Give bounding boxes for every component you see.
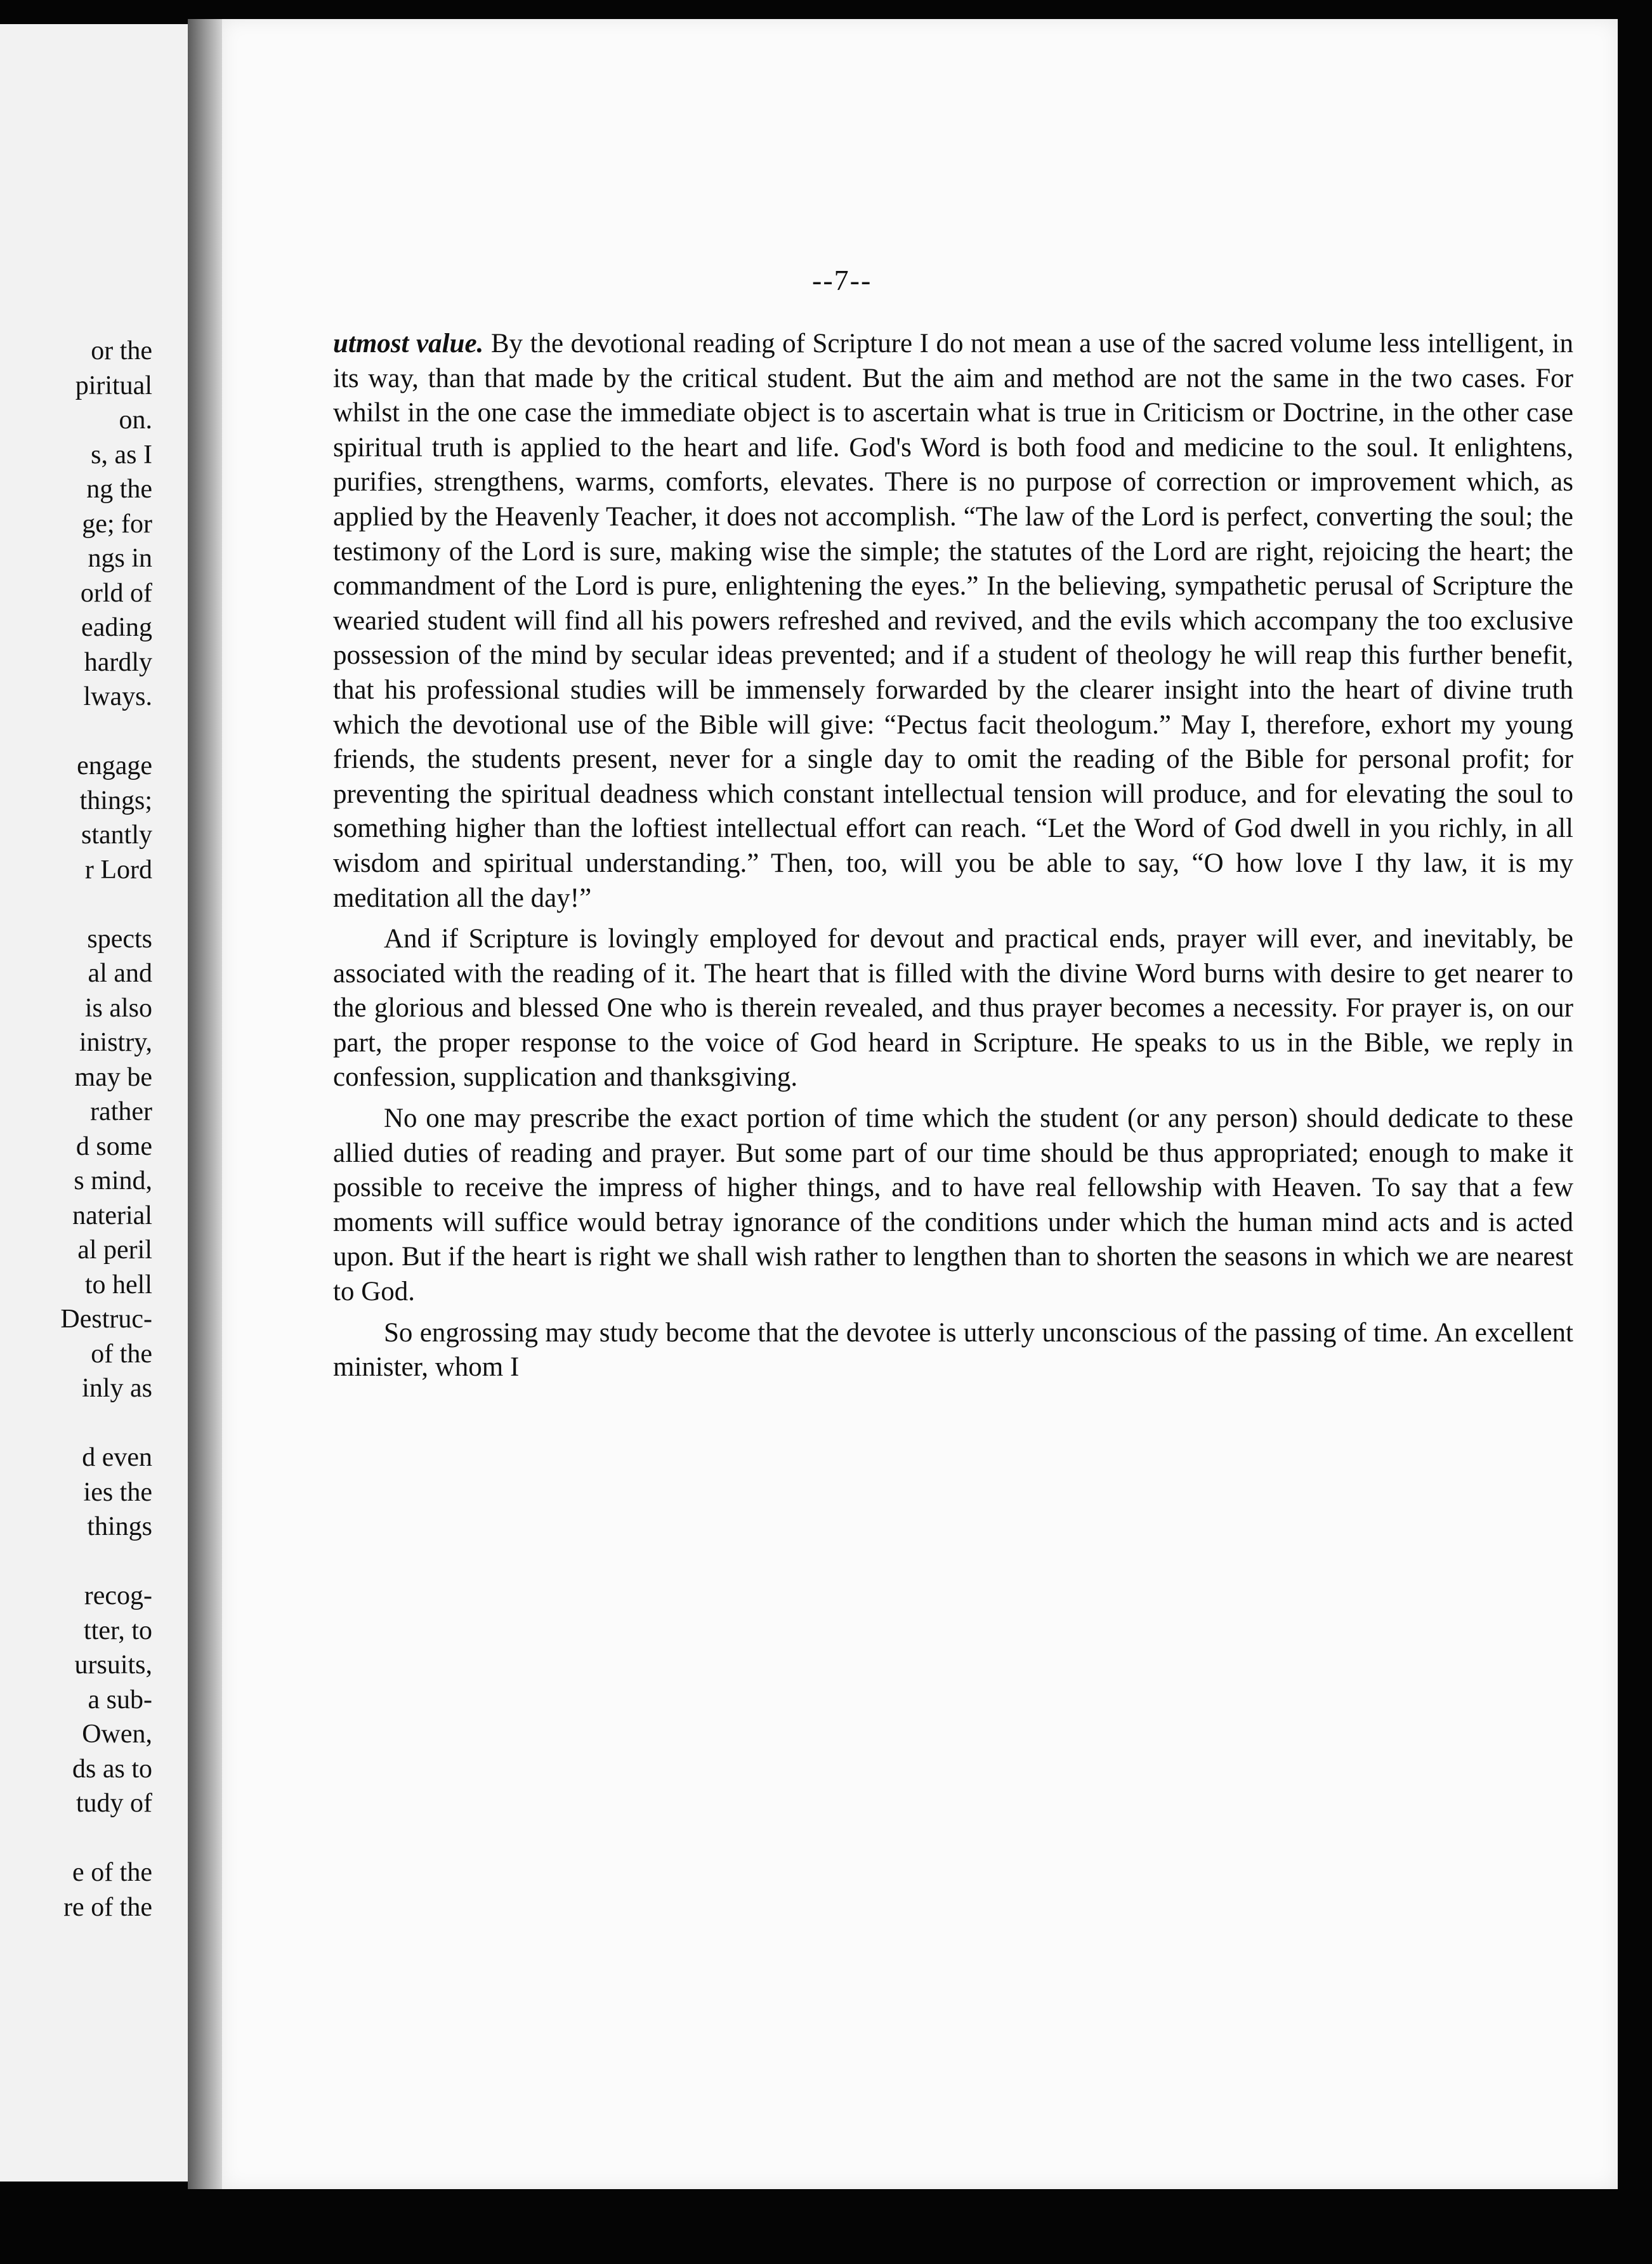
- paragraph-2: And if Scripture is lovingly employed for devout and practical ends, prayer will ever, and inevitably, be associated with the reading of it. The heart that is filled with the divine Word burns with desire to get nearer to the glorious and blessed One who is therein revealed, and thus prayer becomes a necessity. For prayer is, on our part, the proper response to the voice of God heard in Scripture. He speaks to us in the Bible, we reply in confession, supplication and thanksgiving.: [333, 924, 1573, 1093]
- left-page-line: ng the: [86, 475, 152, 504]
- left-page-line: [0, 887, 152, 922]
- left-page-line: things: [87, 1512, 152, 1541]
- body-text: [333, 327, 1573, 1385]
- left-page-line: may be: [74, 1062, 152, 1092]
- left-page-line: inistry,: [79, 1028, 152, 1057]
- page-number: --7--: [812, 264, 872, 296]
- left-page-line: s mind,: [74, 1166, 152, 1195]
- left-page-line: ngs in: [88, 544, 152, 573]
- paragraph-3: No one may prescribe the exact portion of time which the student (or any person) should dedicate to these allied duties of reading and prayer. But some part of our time should be thus appropriated; enough to make it possible to receive the impress of higher things, and to have real fellowship with Heaven. To say that a few moments will suffice would betray ignorance of the conditions under which the human mind acts and is acted upon. But if the heart is right we shall wish rather to lengthen than to shorten the seasons in which we are nearest to God.: [333, 1103, 1573, 1307]
- left-page-line: d even: [82, 1443, 152, 1472]
- left-page-line: orld of: [80, 578, 152, 608]
- paragraph-lead: utmost value.: [333, 329, 484, 359]
- left-page-line: al peril: [77, 1235, 152, 1265]
- left-page-line: spects: [87, 924, 152, 954]
- paragraph-text: By the devotional reading of Scripture I do not mean a use of the sacred volume less intelligent, in its way, than that made by the critical student. But the aim and method are not the same in the two cases. For whilst in the one case the immediate object is to ascertain what is true in Criticism or Doctrine, in the other case spiritual truth is applied to the heart and life. God's Word is both food and medicine to the soul. It enlightens, purifies, strengthens, warms, comforts, elevates. There is no purpose of correction or improvement which, as applied by the Heavenly Teacher, it does not accomplish. “The law of the Lord is perfect, converting the soul; the testimony of the Lord is sure, making wise the simple; the statutes of the Lord are right, rejoicing the heart; the commandment of the Lord is pure, enlightening the eyes.” In the believing, sympathetic perusal of Scripture the wearied student will find all his powers refreshed and revived, and the evils which accompany the too exclusive possession of the mind by secular ideas prevented; and if a student of theology he will reap this further benefit, that his professional studies will be immensely forwarded by the clearer insight into the heart of divine truth which the devotional use of the Bible will give: “Pectus facit theologum.” May I, therefore, exhort my young friends, the students present, never for a single day to omit the reading of the Bible for personal profit; for preventing the spiritual deadness which constant intellectual tension will produce, and for elevating the soul to something higher than the loftiest intellectual effort can reach. “Let the Word of God dwell in you richly, in all wisdom and spiritual understanding.” Then, too, will you be able to say, “O how love I thy law, it is my meditation all the day!”: [333, 329, 1573, 913]
- left-page-line: s, as I: [91, 440, 152, 470]
- left-page-line: hardly: [84, 647, 152, 677]
- left-page-line: inly as: [82, 1374, 152, 1403]
- left-page-line: to hell: [84, 1270, 152, 1300]
- left-page-line: recog-: [84, 1581, 152, 1610]
- left-page-line: e of the: [72, 1858, 152, 1887]
- left-facing-page: [0, 24, 197, 2182]
- left-page-line: Owen,: [82, 1720, 152, 1749]
- left-page-line: tter, to: [84, 1616, 152, 1645]
- left-page-line: ies the: [83, 1477, 152, 1507]
- left-page-line: [0, 1821, 152, 1856]
- left-page-line: ds as to: [72, 1754, 152, 1784]
- left-page-line: eading: [81, 613, 152, 642]
- left-page-line: lways.: [83, 682, 152, 711]
- left-page-line: or the: [91, 336, 152, 365]
- left-page-line: al and: [88, 959, 152, 988]
- left-page-line: things;: [79, 786, 152, 815]
- left-page-line: engage: [77, 751, 152, 780]
- left-page-line: rather: [90, 1097, 152, 1126]
- left-page-line: [0, 714, 152, 749]
- left-page-line: stantly: [81, 820, 152, 850]
- paragraph-4: So engrossing may study become that the devotee is utterly unconscious of the passing of time. An excellent minister, whom I: [333, 1317, 1573, 1383]
- left-page-line: Destruc-: [60, 1305, 152, 1334]
- left-page-line: piritual: [75, 371, 152, 400]
- left-page-line: on.: [119, 405, 152, 435]
- left-page-text-fragments: [0, 334, 152, 1925]
- left-page-line: r Lord: [84, 855, 152, 885]
- left-page-line: tudy of: [75, 1789, 152, 1818]
- left-page-line: a sub-: [88, 1685, 152, 1714]
- left-page-line: naterial: [72, 1201, 152, 1230]
- left-page-line: is also: [84, 993, 152, 1023]
- left-page-line: d some: [75, 1131, 152, 1161]
- left-page-line: [0, 1544, 152, 1579]
- left-page-line: of the: [91, 1339, 152, 1369]
- paragraph-1: [333, 327, 1573, 916]
- left-page-line: ge; for: [82, 509, 152, 539]
- left-page-line: [0, 1406, 152, 1441]
- right-page: [222, 19, 1618, 2189]
- left-page-line: re of the: [63, 1892, 152, 1922]
- left-page-line: ursuits,: [74, 1650, 152, 1680]
